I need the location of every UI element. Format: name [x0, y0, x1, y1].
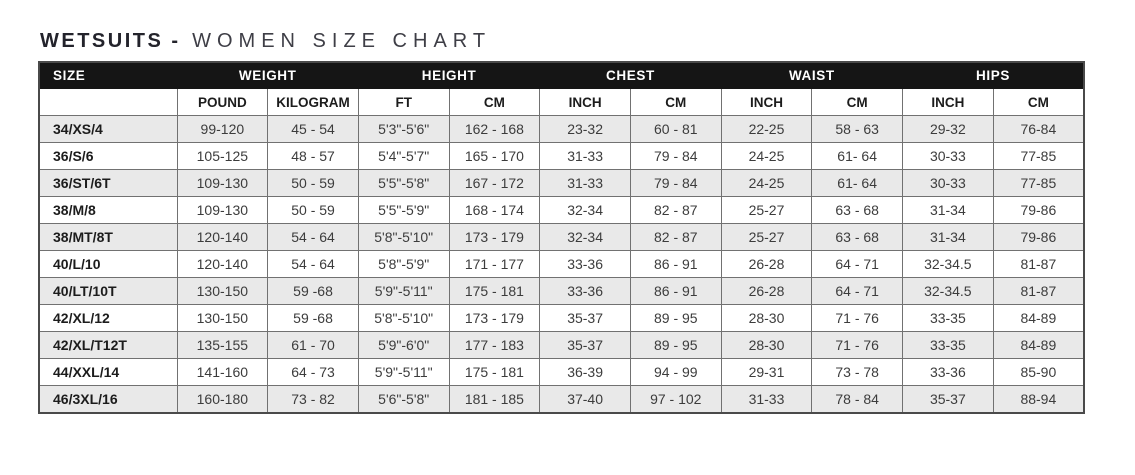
value-cell: 32-34.5	[903, 251, 994, 278]
group-header-size: SIZE	[39, 62, 177, 89]
value-cell: 61 - 70	[268, 332, 359, 359]
value-cell: 24-25	[721, 170, 812, 197]
value-cell: 63 - 68	[812, 224, 903, 251]
value-cell: 109-130	[177, 170, 268, 197]
unit-header-inch-5: INCH	[540, 89, 631, 116]
value-cell: 89 - 95	[630, 305, 721, 332]
value-cell: 86 - 91	[630, 278, 721, 305]
page-title-product: WETSUITS -	[40, 30, 181, 52]
value-cell: 84-89	[993, 332, 1084, 359]
size-cell: 40/LT/10T	[39, 278, 177, 305]
unit-header-ft-3: FT	[358, 89, 449, 116]
value-cell: 33-36	[540, 278, 631, 305]
group-header-chest: CHEST	[540, 62, 721, 89]
value-cell: 5'8"-5'10"	[358, 224, 449, 251]
value-cell: 79 - 84	[630, 143, 721, 170]
value-cell: 29-31	[721, 359, 812, 386]
value-cell: 82 - 87	[630, 197, 721, 224]
value-cell: 5'9"-5'11"	[358, 278, 449, 305]
value-cell: 99-120	[177, 116, 268, 143]
value-cell: 31-33	[540, 170, 631, 197]
value-cell: 173 - 179	[449, 224, 540, 251]
value-cell: 165 - 170	[449, 143, 540, 170]
value-cell: 5'8"-5'10"	[358, 305, 449, 332]
value-cell: 30-33	[903, 143, 994, 170]
value-cell: 85-90	[993, 359, 1084, 386]
value-cell: 25-27	[721, 197, 812, 224]
size-cell: 44/XXL/14	[39, 359, 177, 386]
value-cell: 54 - 64	[268, 224, 359, 251]
value-cell: 173 - 179	[449, 305, 540, 332]
value-cell: 71 - 76	[812, 305, 903, 332]
size-cell: 34/XS/4	[39, 116, 177, 143]
value-cell: 77-85	[993, 143, 1084, 170]
unit-header-pound-1: POUND	[177, 89, 268, 116]
value-cell: 25-27	[721, 224, 812, 251]
unit-header-cm-8: CM	[812, 89, 903, 116]
value-cell: 33-36	[540, 251, 631, 278]
table-row	[39, 224, 1084, 251]
value-cell: 79-86	[993, 224, 1084, 251]
table-head	[39, 62, 1084, 116]
value-cell: 24-25	[721, 143, 812, 170]
value-cell: 26-28	[721, 278, 812, 305]
value-cell: 135-155	[177, 332, 268, 359]
value-cell: 177 - 183	[449, 332, 540, 359]
table-row	[39, 197, 1084, 224]
unit-header-kilogram-2: KILOGRAM	[268, 89, 359, 116]
value-cell: 31-34	[903, 197, 994, 224]
value-cell: 33-35	[903, 305, 994, 332]
size-cell: 38/MT/8T	[39, 224, 177, 251]
value-cell: 141-160	[177, 359, 268, 386]
value-cell: 109-130	[177, 197, 268, 224]
page-title-subject: WOMEN SIZE CHART	[192, 30, 492, 52]
value-cell: 32-34.5	[903, 278, 994, 305]
value-cell: 5'8"-5'9"	[358, 251, 449, 278]
size-cell: 36/ST/6T	[39, 170, 177, 197]
value-cell: 45 - 54	[268, 116, 359, 143]
table-row	[39, 332, 1084, 359]
size-cell: 42/XL/12	[39, 305, 177, 332]
group-header-hips: HIPS	[903, 62, 1085, 89]
value-cell: 58 - 63	[812, 116, 903, 143]
value-cell: 36-39	[540, 359, 631, 386]
value-cell: 81-87	[993, 251, 1084, 278]
value-cell: 160-180	[177, 386, 268, 414]
value-cell: 35-37	[903, 386, 994, 414]
value-cell: 60 - 81	[630, 116, 721, 143]
group-header-weight: WEIGHT	[177, 62, 358, 89]
value-cell: 71 - 76	[812, 332, 903, 359]
value-cell: 5'3"-5'6"	[358, 116, 449, 143]
value-cell: 89 - 95	[630, 332, 721, 359]
value-cell: 59 -68	[268, 305, 359, 332]
value-cell: 33-35	[903, 332, 994, 359]
unit-header-cm-4: CM	[449, 89, 540, 116]
table-body	[39, 116, 1084, 414]
value-cell: 5'6"-5'8"	[358, 386, 449, 414]
value-cell: 64 - 73	[268, 359, 359, 386]
value-cell: 29-32	[903, 116, 994, 143]
value-cell: 32-34	[540, 224, 631, 251]
value-cell: 35-37	[540, 305, 631, 332]
value-cell: 5'9"-6'0"	[358, 332, 449, 359]
size-cell: 42/XL/T12T	[39, 332, 177, 359]
value-cell: 63 - 68	[812, 197, 903, 224]
value-cell: 31-34	[903, 224, 994, 251]
value-cell: 28-30	[721, 305, 812, 332]
size-cell: 36/S/6	[39, 143, 177, 170]
value-cell: 22-25	[721, 116, 812, 143]
table-row	[39, 278, 1084, 305]
value-cell: 26-28	[721, 251, 812, 278]
value-cell: 30-33	[903, 170, 994, 197]
table-row	[39, 116, 1084, 143]
value-cell: 171 - 177	[449, 251, 540, 278]
size-cell: 40/L/10	[39, 251, 177, 278]
value-cell: 130-150	[177, 305, 268, 332]
value-cell: 28-30	[721, 332, 812, 359]
value-cell: 168 - 174	[449, 197, 540, 224]
value-cell: 105-125	[177, 143, 268, 170]
table-row	[39, 251, 1084, 278]
value-cell: 50 - 59	[268, 197, 359, 224]
unit-header-cm-6: CM	[630, 89, 721, 116]
value-cell: 73 - 82	[268, 386, 359, 414]
value-cell: 5'5"-5'8"	[358, 170, 449, 197]
table-row	[39, 143, 1084, 170]
page-title	[40, 30, 491, 52]
value-cell: 73 - 78	[812, 359, 903, 386]
value-cell: 35-37	[540, 332, 631, 359]
value-cell: 97 - 102	[630, 386, 721, 414]
value-cell: 5'9"-5'11"	[358, 359, 449, 386]
value-cell: 23-32	[540, 116, 631, 143]
value-cell: 175 - 181	[449, 278, 540, 305]
unit-header-cm-10: CM	[993, 89, 1084, 116]
table-row	[39, 359, 1084, 386]
table-row	[39, 170, 1084, 197]
value-cell: 64 - 71	[812, 251, 903, 278]
value-cell: 167 - 172	[449, 170, 540, 197]
value-cell: 120-140	[177, 224, 268, 251]
unit-header-inch-7: INCH	[721, 89, 812, 116]
value-cell: 64 - 71	[812, 278, 903, 305]
value-cell: 33-36	[903, 359, 994, 386]
value-cell: 50 - 59	[268, 170, 359, 197]
table-row	[39, 305, 1084, 332]
value-cell: 48 - 57	[268, 143, 359, 170]
value-cell: 175 - 181	[449, 359, 540, 386]
value-cell: 61- 64	[812, 143, 903, 170]
unit-header-empty	[39, 89, 177, 116]
value-cell: 82 - 87	[630, 224, 721, 251]
value-cell: 76-84	[993, 116, 1084, 143]
value-cell: 5'5"-5'9"	[358, 197, 449, 224]
value-cell: 81-87	[993, 278, 1084, 305]
value-cell: 120-140	[177, 251, 268, 278]
value-cell: 77-85	[993, 170, 1084, 197]
table-row	[39, 386, 1084, 414]
value-cell: 31-33	[540, 143, 631, 170]
value-cell: 130-150	[177, 278, 268, 305]
value-cell: 61- 64	[812, 170, 903, 197]
value-cell: 54 - 64	[268, 251, 359, 278]
value-cell: 78 - 84	[812, 386, 903, 414]
value-cell: 162 - 168	[449, 116, 540, 143]
value-cell: 32-34	[540, 197, 631, 224]
value-cell: 59 -68	[268, 278, 359, 305]
value-cell: 31-33	[721, 386, 812, 414]
size-cell: 46/3XL/16	[39, 386, 177, 414]
table-group-header-row	[39, 62, 1084, 89]
value-cell: 88-94	[993, 386, 1084, 414]
value-cell: 84-89	[993, 305, 1084, 332]
value-cell: 94 - 99	[630, 359, 721, 386]
value-cell: 79 - 84	[630, 170, 721, 197]
value-cell: 37-40	[540, 386, 631, 414]
value-cell: 79-86	[993, 197, 1084, 224]
value-cell: 5'4"-5'7"	[358, 143, 449, 170]
value-cell: 181 - 185	[449, 386, 540, 414]
table-unit-header-row	[39, 89, 1084, 116]
size-chart-table	[38, 61, 1085, 414]
group-header-height: HEIGHT	[358, 62, 539, 89]
value-cell: 86 - 91	[630, 251, 721, 278]
size-cell: 38/M/8	[39, 197, 177, 224]
unit-header-inch-9: INCH	[903, 89, 994, 116]
group-header-waist: WAIST	[721, 62, 902, 89]
